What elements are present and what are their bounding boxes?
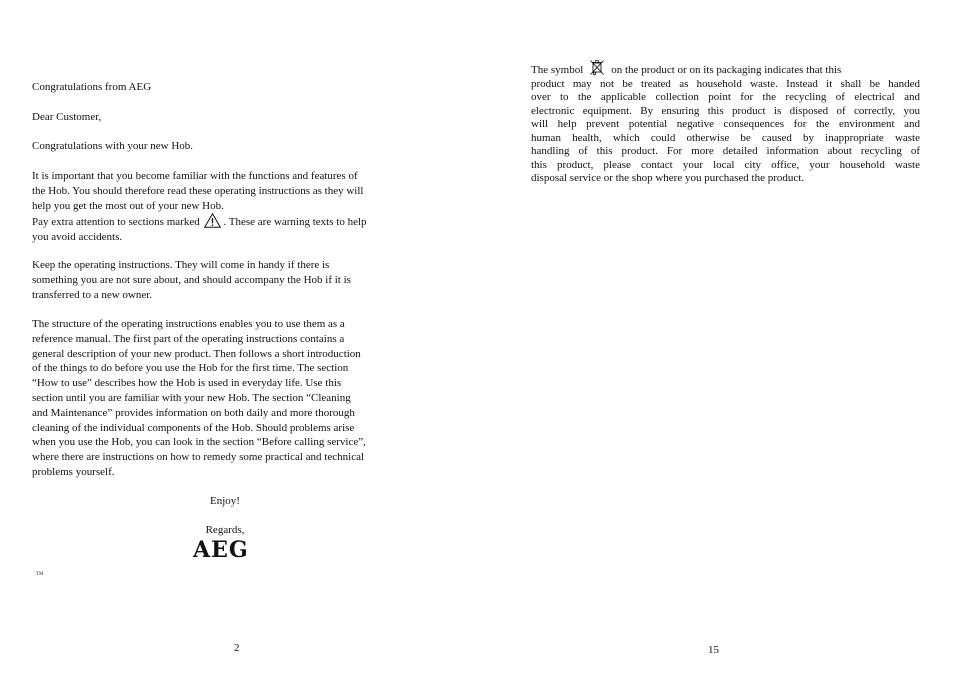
weee-paragraph [531, 59, 920, 186]
crossed-out-wheelie-bin-icon [589, 59, 605, 76]
right-page [477, 0, 954, 677]
text-line: where there are instructions on how to remedy some practical and technical [32, 451, 365, 464]
congratulations-line: Congratulations with your new Hob. [32, 140, 194, 152]
text-line: cleaning of the individual components of the Hob. Should problems arise [32, 421, 355, 434]
text-line: you avoid accidents. [32, 231, 123, 244]
text-line: problems yourself. [32, 465, 115, 478]
paragraph-keep-instructions [32, 258, 351, 302]
text-line: of the things to do before you use the Hob for the first time. The section [32, 362, 349, 375]
weee-first-line: The symbol on the product or on its packaging indicates that this [531, 59, 920, 78]
paragraph-structure [32, 317, 366, 480]
regards-text: Regards, [205, 524, 245, 536]
text-line: help you get the most out of your new Hob. [32, 199, 224, 212]
text-line: product may not be treated as household waste. Instead it shall be handed [531, 77, 920, 90]
trademark-mark: TM [36, 572, 44, 577]
text-line: It is important that you become familiar with the functions and features of [32, 170, 358, 182]
text-line: reference manual. The first part of the operating instructions contains a [32, 332, 345, 345]
text-line: something you are not sure about, and should accompany the Hob if it is [32, 273, 351, 286]
text-line: Keep the operating instructions. They will come in handy if there is [32, 259, 330, 271]
text-line: the Hob. You should therefore read these operating instructions as they will [32, 184, 364, 197]
page-number-left: 2 [234, 642, 240, 654]
greeting: Congratulations from AEG [32, 81, 152, 93]
text-line: electronic equipment. By ensuring this product is disposed of correctly, you [531, 104, 920, 117]
text-line: section until you are familiar with your new Hob. The section “Cleaning [32, 391, 351, 404]
text-line: general description of your new product. Then follows a short introduction [32, 347, 361, 360]
text-line: when you use the Hob, you can look in the section “Before calling service”, [32, 436, 366, 449]
paragraph-familiarize [32, 169, 367, 245]
text-line: handling of this product. For more detailed information about recycling of [531, 145, 920, 157]
salutation: Dear Customer, [32, 111, 102, 123]
warning-triangle-icon [204, 213, 221, 228]
text-line: over to the applicable collection point for the recycling of electrical and [531, 91, 920, 103]
text-line: transferred to a new owner. [32, 288, 153, 301]
aeg-logo: AEG [193, 537, 249, 563]
text-line: human health, which could otherwise be caused by inappropriate waste [531, 131, 920, 144]
warning-line: Pay extra attention to sections marked . These are warning texts to help [32, 213, 367, 230]
text-line: will help prevent potential negative consequences for the environment and [531, 118, 920, 130]
text-line: and Maintenance” provides information on both daily and more thorough [32, 406, 355, 419]
enjoy-text: Enjoy! [210, 495, 240, 507]
text-line: disposal service or the shop where you purchased the product. [531, 172, 805, 184]
page-number-right: 15 [708, 644, 719, 656]
text-line: “How to use” describes how the Hob is used in everyday life. Use this [32, 377, 342, 390]
text-line: this product, please contact your local city office, your household waste [531, 158, 920, 171]
text-line: The structure of the operating instructions enables you to use them as a [32, 318, 345, 330]
